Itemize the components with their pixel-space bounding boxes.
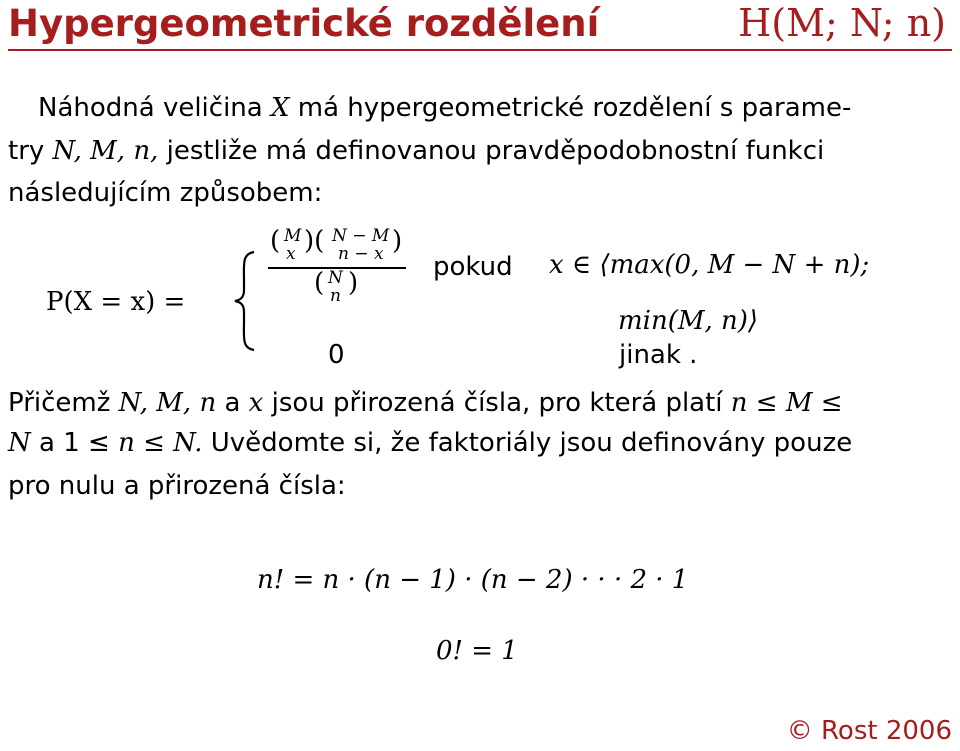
binom-bottom-n: n [330, 286, 341, 306]
intro-line-2 [8, 136, 824, 166]
slide-title: Hypergeometrické rozdělení [8, 2, 600, 45]
title-rule [8, 49, 952, 51]
copyright-footer: © Rost 2006 [786, 716, 952, 746]
case1-condition: x ∈ ⟨max(0, M − N + n); [549, 250, 870, 280]
intro-text-b: má hypergeometrické rozdělení s parame- [297, 93, 852, 123]
note-line-2: N a 1 ≤ n ≤ N. Uvědomte si, že faktoriály jsou definovány pouze [8, 428, 853, 458]
binom-bottom-x: x [286, 244, 296, 264]
distribution-notation: H(M; N; n) [738, 1, 946, 45]
intro-line-3: následujícím způsobem: [8, 178, 323, 208]
binom-bottom-nx: n − x [338, 244, 384, 264]
case1-condition-cont: min(M, n)⟩ [618, 306, 759, 336]
binom-top-m: M [284, 226, 302, 246]
note-line-1: Přičemž N, M, n a x jsou přirozená čísla, pro která platí n ≤ M ≤ [8, 388, 843, 418]
intro-text-d: jestliže má definovanou pravděpodobnostní funkci [166, 136, 825, 166]
formula-lhs: P(X = x) = [46, 287, 186, 317]
case2-word: jinak . [619, 340, 698, 370]
left-brace [232, 250, 258, 352]
note-line-3: pro nulu a přirozená čísla: [8, 471, 346, 501]
intro-text-c: try [8, 136, 45, 166]
intro-variable: X [270, 93, 290, 123]
case1-word: pokud [433, 252, 513, 282]
intro-line-1 [38, 93, 851, 123]
binom-top-nm: N − M [332, 226, 390, 246]
intro-params: N, M, n, [52, 136, 159, 166]
factorial-definition: n! = n · (n − 1) · (n − 2) · · · 2 · 1 [257, 565, 689, 595]
binom-top-n: N [328, 268, 343, 288]
zero-factorial: 0! = 1 [436, 636, 518, 666]
intro-text-a: Náhodná veličina [38, 93, 263, 123]
case2-value: 0 [328, 340, 345, 370]
